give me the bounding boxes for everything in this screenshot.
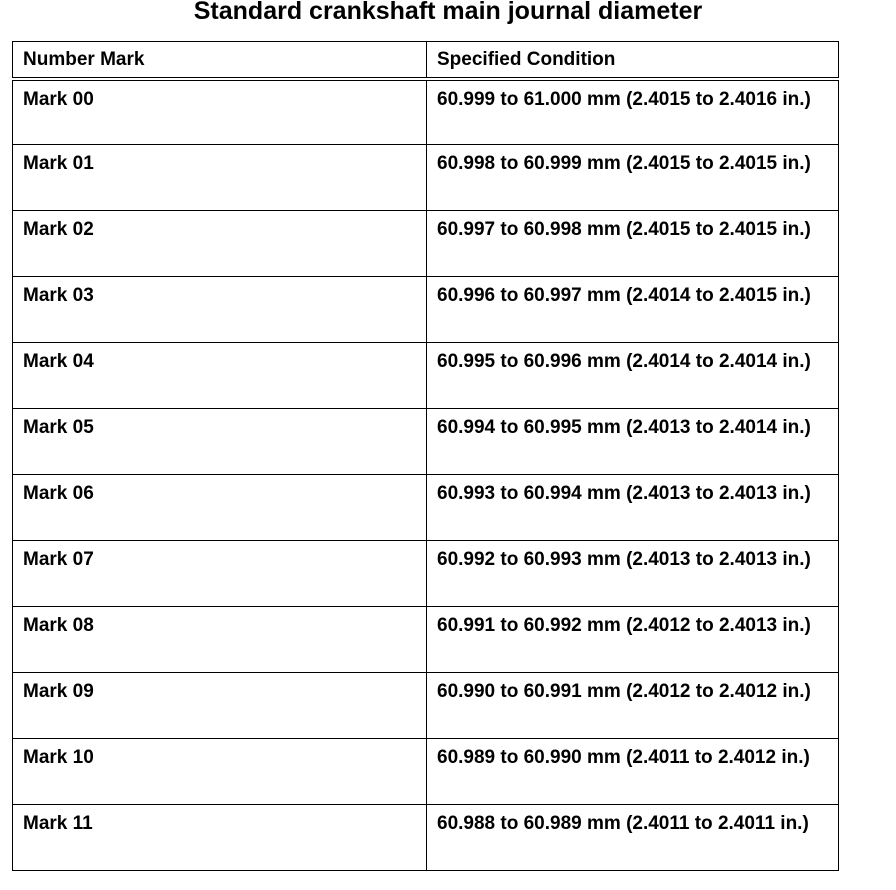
number-mark-cell: Mark 05 bbox=[13, 409, 427, 475]
table-row bbox=[13, 541, 839, 607]
number-mark-cell: Mark 03 bbox=[13, 277, 427, 343]
number-mark-cell: Mark 11 bbox=[13, 805, 427, 871]
specified-condition-cell: 60.992 to 60.993 mm (2.4013 to 2.4013 in.) bbox=[427, 541, 839, 607]
specified-condition-cell: 60.997 to 60.998 mm (2.4015 to 2.4015 in.) bbox=[427, 211, 839, 277]
table-row bbox=[13, 673, 839, 739]
column-header-number-mark: Number Mark bbox=[13, 42, 427, 79]
number-mark-cell: Mark 06 bbox=[13, 475, 427, 541]
number-mark-cell: Mark 01 bbox=[13, 145, 427, 211]
table-header-row bbox=[13, 42, 839, 79]
table-row bbox=[13, 277, 839, 343]
specified-condition-cell: 60.993 to 60.994 mm (2.4013 to 2.4013 in.) bbox=[427, 475, 839, 541]
specified-condition-cell: 60.988 to 60.989 mm (2.4011 to 2.4011 in.) bbox=[427, 805, 839, 871]
table-row bbox=[13, 805, 839, 871]
specified-condition-cell: 60.995 to 60.996 mm (2.4014 to 2.4014 in.) bbox=[427, 343, 839, 409]
column-header-specified-condition: Specified Condition bbox=[427, 42, 839, 79]
table-row bbox=[13, 475, 839, 541]
table-row bbox=[13, 145, 839, 211]
specified-condition-cell: 60.998 to 60.999 mm (2.4015 to 2.4015 in.) bbox=[427, 145, 839, 211]
number-mark-cell: Mark 04 bbox=[13, 343, 427, 409]
table-row bbox=[13, 79, 839, 145]
specified-condition-cell: 60.994 to 60.995 mm (2.4013 to 2.4014 in.) bbox=[427, 409, 839, 475]
specified-condition-cell: 60.999 to 61.000 mm (2.4015 to 2.4016 in.) bbox=[427, 79, 839, 145]
specified-condition-cell: 60.996 to 60.997 mm (2.4014 to 2.4015 in.) bbox=[427, 277, 839, 343]
table-row bbox=[13, 211, 839, 277]
page-title: Standard crankshaft main journal diameter bbox=[193, 0, 703, 25]
table-row bbox=[13, 607, 839, 673]
specified-condition-cell: 60.990 to 60.991 mm (2.4012 to 2.4012 in.) bbox=[427, 673, 839, 739]
specified-condition-cell: 60.989 to 60.990 mm (2.4011 to 2.4012 in.) bbox=[427, 739, 839, 805]
number-mark-cell: Mark 09 bbox=[13, 673, 427, 739]
number-mark-cell: Mark 08 bbox=[13, 607, 427, 673]
table-row bbox=[13, 409, 839, 475]
specified-condition-cell: 60.991 to 60.992 mm (2.4012 to 2.4013 in.) bbox=[427, 607, 839, 673]
number-mark-cell: Mark 00 bbox=[13, 79, 427, 145]
number-mark-cell: Mark 07 bbox=[13, 541, 427, 607]
table-row bbox=[13, 739, 839, 805]
number-mark-cell: Mark 02 bbox=[13, 211, 427, 277]
number-mark-cell: Mark 10 bbox=[13, 739, 427, 805]
table-row bbox=[13, 343, 839, 409]
journal-diameter-table bbox=[12, 41, 839, 871]
